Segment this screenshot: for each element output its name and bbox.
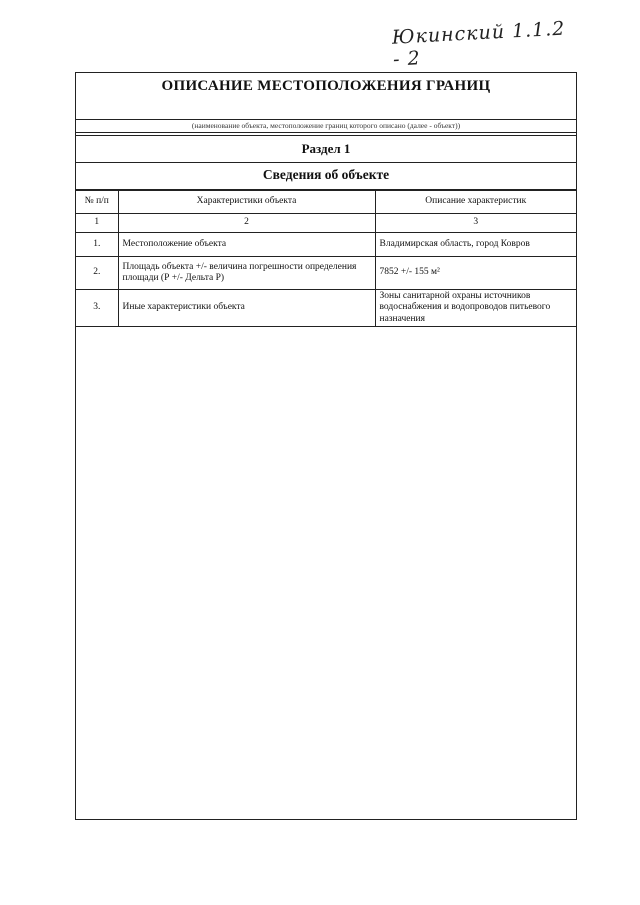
section-title: Раздел 1 — [301, 141, 351, 156]
object-info-table — [76, 190, 576, 327]
caption-row — [76, 120, 576, 133]
column-number: 1 — [76, 214, 118, 233]
section-row — [76, 136, 576, 163]
row-number: 2. — [76, 257, 118, 290]
document-title: ОПИСАНИЕ МЕСТОПОЛОЖЕНИЯ ГРАНИЦ — [161, 78, 491, 94]
table-row — [76, 257, 576, 290]
column-header: Характеристики объекта — [118, 191, 375, 214]
subsection-title: Сведения об объекте — [262, 167, 390, 182]
column-number-row — [76, 214, 576, 233]
characteristic-cell: Площадь объекта +/- величина погрешности определения площади (Р +/- Дельта Р) — [118, 257, 375, 290]
description-cell: Зоны санитарной охраны источников водоснабжения и водопроводов питьевого назначения — [375, 290, 576, 327]
table-header-row — [76, 191, 576, 214]
subsection-row — [76, 163, 576, 190]
table-row — [76, 233, 576, 257]
description-cell: 7852 +/- 155 м² — [375, 257, 576, 290]
characteristic-cell: Местоположение объекта — [118, 233, 375, 257]
title-row — [76, 73, 576, 120]
column-number: 2 — [118, 214, 375, 233]
title-caption: (наименование объекта, местоположение границ которого описано (далее - объект)) — [191, 121, 461, 130]
row-number: 3. — [76, 290, 118, 327]
document-frame — [75, 72, 577, 820]
row-number: 1. — [76, 233, 118, 257]
description-cell: Владимирская область, город Ковров — [375, 233, 576, 257]
table-row — [76, 290, 576, 327]
column-number: 3 — [375, 214, 576, 233]
column-header: № п/п — [76, 191, 118, 214]
characteristic-cell: Иные характеристики объекта — [118, 290, 375, 327]
handwritten-annotation: Юкинский 1.1.2 - 2 — [391, 17, 566, 71]
column-header: Описание характеристик — [375, 191, 576, 214]
